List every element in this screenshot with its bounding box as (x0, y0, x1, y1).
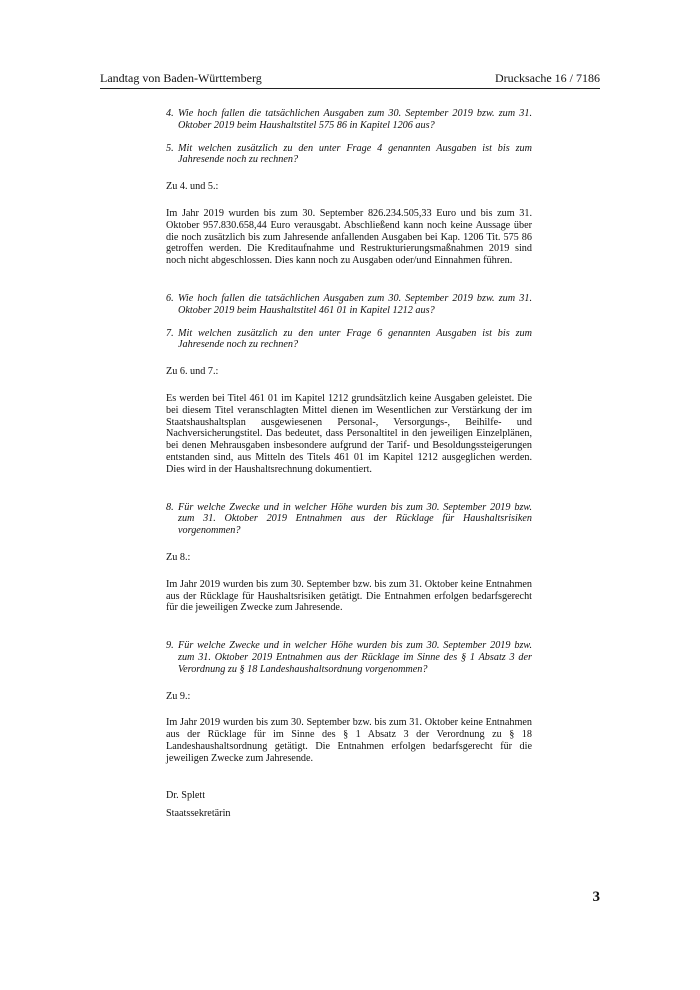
page-header (100, 71, 600, 89)
question-text: Für welche Zwecke und in welcher Höhe wurden bis zum 30. September 2019 bzw. zum 31. Oktober 2019 Entnahmen aus der Rücklage für Haushaltsrisiken vorgenommen? (178, 501, 532, 537)
question-number: 9. (166, 640, 174, 652)
header-right: Drucksache 16 / 7186 (495, 71, 600, 85)
question-7 (166, 328, 532, 352)
question-text: Mit welchen zusätzlich zu den unter Frage 4 genannten Ausgaben ist bis zum Jahresende noch zu rechnen? (178, 142, 532, 166)
answer-text-8: Im Jahr 2019 wurden bis zum 30. September bzw. bis zum 31. Oktober keine Entnahmen aus der Rücklage für Haushaltsrisiken getätigt. Die Entnahmen erfolgen bedarfsgerecht für die jeweiligen Zwecke zum Jahresende. (166, 578, 532, 614)
answer-label-9: Zu 9.: (166, 690, 191, 702)
answer-text-9: Im Jahr 2019 wurden bis zum 30. September bzw. bis zum 31. Oktober keine Entnahmen aus der Rücklage für im Sinne des § 1 Absatz 3 der Verordnung zu § 18 Landeshaushaltsordnung getätigt. Die Entnahmen erfolgen bedarfsgerecht für die jeweiligen Zwecke zum Jahresende. (166, 717, 532, 764)
question-number: 6. (166, 292, 174, 304)
question-number: 4. (166, 108, 174, 119)
question-6 (166, 293, 532, 317)
page-number: 3 (592, 889, 600, 905)
question-9 (166, 640, 532, 675)
question-5 (166, 143, 532, 167)
answer-label-8: Zu 8.: (166, 551, 191, 563)
answer-text-4-5: Im Jahr 2019 wurden bis zum 30. September 826.234.505,33 Euro und bis zum 31. Oktober 957.830.658,44 Euro verausgabt. Abschließend kann noch keine Aussage über die noch zusätzlich bis zum Jahresende anfallenden Ausgaben bei Kap. 1206 Tit. 575 86 getroffen werden. Die Kreditaufnahme und Restrukturierungsmaßnahmen 2019 sind noch nicht abgeschlossen. Dies kann noch zu Ausgaben oder/und Einnahmen führen. (166, 207, 532, 267)
question-8 (166, 502, 532, 537)
document-body (166, 108, 532, 826)
header-left: Landtag von Baden-Württemberg (100, 71, 262, 85)
question-text: Wie hoch fallen die tatsächlichen Ausgaben zum 30. September 2019 bzw. zum 31. Oktober 2019 beim Haushaltstitel 461 01 in Kapitel 1212 aus? (178, 292, 532, 316)
signature-role: Staatssekretärin (166, 808, 231, 820)
answer-text-6-7: Es werden bei Titel 461 01 im Kapitel 1212 grundsätzlich keine Ausgaben geleistet. Die bei diesem Titel veranschlagten Mittel dienen im Wesentlichen zur Verstärkung der im Staatshaushaltsplan ausgewiesenen Personal-, Versorgungs-, Beihilfe- und Nachversicherungstitel. Das bedeutet, dass Personaltitel in den jeweiligen Einzelplänen, bei denen Mehrausgaben insbesondere aufgrund der Tarif- und Besoldungssteigerungen entstanden sind, aus Mitteln des Titels 461 01 im Kapitel 1212 ausgeglichen werden. Dies wird in der Haushaltsrechnung dokumentiert. (166, 392, 532, 475)
question-text: Mit welchen zusätzlich zu den unter Frage 6 genannten Ausgaben ist bis zum Jahresende noch zu rechnen? (178, 327, 532, 351)
question-number: 8. (166, 501, 174, 513)
answer-label-6-7: Zu 6. und 7.: (166, 366, 219, 378)
answer-label-4-5: Zu 4. und 5.: (166, 181, 219, 193)
question-text: Wie hoch fallen die tatsächlichen Ausgaben zum 30. September 2019 bzw. zum 31. Oktober 2019 beim Haushaltstitel 575 86 in Kapitel 1206 aus? (178, 108, 532, 131)
question-text: Für welche Zwecke und in welcher Höhe wurden bis zum 30. September 2019 bzw. zum 31. Oktober 2019 Entnahmen aus der Rücklage im Sinne des § 1 Absatz 3 der Verordnung zu § 18 Landeshaushaltsordnung vorgenommen? (178, 640, 532, 675)
signature-name: Dr. Splett (166, 790, 206, 802)
question-number: 7. (166, 327, 174, 339)
question-number: 5. (166, 142, 174, 154)
question-4 (166, 108, 532, 132)
